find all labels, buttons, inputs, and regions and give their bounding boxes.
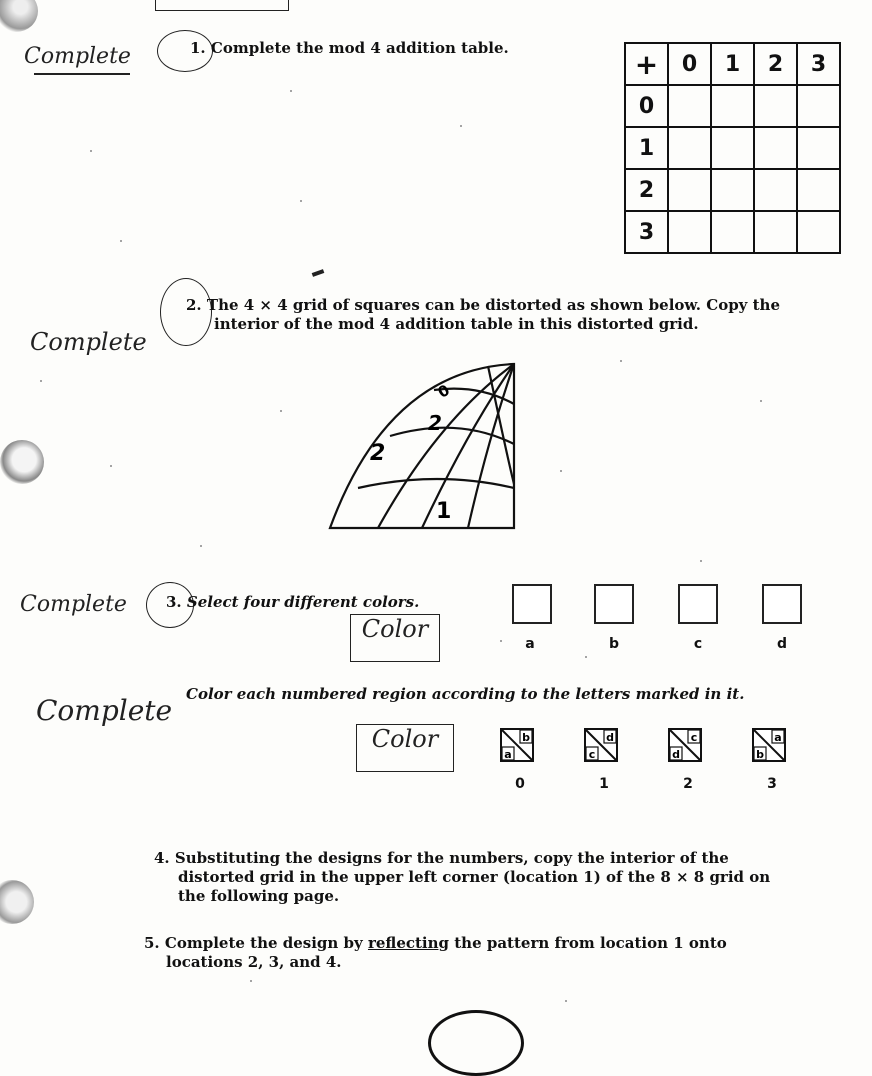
color-note-box-2: Color xyxy=(356,724,454,772)
table-row-header-1: 1 xyxy=(625,127,668,169)
grid-value: 2 xyxy=(428,411,442,435)
table-cell[interactable] xyxy=(797,85,840,127)
table-cell[interactable] xyxy=(668,211,711,253)
question-2-line2: interior of the mod 4 addition table in this distorted grid. xyxy=(214,315,699,333)
question-5-emphasis: reflecting xyxy=(367,934,450,952)
design-2-number: 2 xyxy=(683,776,693,792)
design-3 xyxy=(752,728,786,762)
question-1-number: 1. xyxy=(190,39,206,57)
design-0-upper: b xyxy=(522,731,530,744)
margin-note-underline-1 xyxy=(34,73,130,75)
question-5-number: 5. xyxy=(144,934,160,952)
table-header-1: 1 xyxy=(711,43,754,85)
design-3-lower: b xyxy=(756,748,764,761)
table-header-0: 0 xyxy=(668,43,711,85)
table-cell[interactable] xyxy=(754,85,797,127)
margin-note-complete-1: Complete xyxy=(24,44,131,69)
table-cell[interactable] xyxy=(668,85,711,127)
design-1-upper: d xyxy=(606,731,614,744)
table-cell[interactable] xyxy=(711,169,754,211)
design-1-number: 1 xyxy=(599,776,609,792)
design-3-upper: a xyxy=(774,731,782,744)
design-1 xyxy=(584,728,618,762)
top-box-fragment xyxy=(155,0,289,11)
table-header-2: 2 xyxy=(754,43,797,85)
table-cell[interactable] xyxy=(711,85,754,127)
margin-note-complete-4: Complete xyxy=(36,694,173,727)
distorted-grid xyxy=(318,360,528,536)
margin-note-complete-2: Complete xyxy=(30,328,147,356)
question-2-number: 2. xyxy=(186,296,202,314)
question-1 xyxy=(190,39,509,58)
question-4 xyxy=(154,849,854,906)
table-cell[interactable] xyxy=(668,127,711,169)
grid-value: 0 xyxy=(434,380,453,402)
color-swatch-d[interactable] xyxy=(762,584,802,624)
ink-mark xyxy=(312,269,325,277)
color-label-d: d xyxy=(776,636,788,652)
table-cell[interactable] xyxy=(797,169,840,211)
design-2-upper: c xyxy=(690,731,698,744)
table-cell[interactable] xyxy=(754,211,797,253)
design-0 xyxy=(500,728,534,762)
table-header-3: 3 xyxy=(797,43,840,85)
question-5 xyxy=(144,934,854,972)
table-cell[interactable] xyxy=(668,169,711,211)
question-2-line1: The 4 × 4 grid of squares can be distorted as shown below. Copy the xyxy=(206,296,780,314)
grid-value: 1 xyxy=(436,499,452,524)
question-2 xyxy=(186,296,780,315)
question-5-line1-post: the pattern from location 1 onto xyxy=(449,934,727,952)
table-row-header-2: 2 xyxy=(625,169,668,211)
question-5-line2: locations 2, 3, and 4. xyxy=(166,953,342,971)
color-swatch-b[interactable] xyxy=(594,584,634,624)
design-0-number: 0 xyxy=(515,776,525,792)
question-4-line3: the following page. xyxy=(178,887,340,905)
coloring-instruction: Color each numbered region according to the letters marked in it. xyxy=(186,685,745,703)
bottom-arc-fragment xyxy=(428,1010,524,1076)
color-swatch-c[interactable] xyxy=(678,584,718,624)
table-cell[interactable] xyxy=(754,127,797,169)
punch-hole-bottom xyxy=(0,880,34,924)
mod4-addition-table xyxy=(624,42,841,254)
color-swatch-a[interactable] xyxy=(512,584,552,624)
question-1-text: Complete the mod 4 addition table. xyxy=(210,39,509,57)
question-2-line2-wrap xyxy=(214,315,699,334)
question-3-text: Select four different colors. xyxy=(186,593,420,611)
table-cell[interactable] xyxy=(754,169,797,211)
table-cell[interactable] xyxy=(711,211,754,253)
color-label-b: b xyxy=(608,636,620,652)
design-0-lower: a xyxy=(504,748,512,761)
table-cell[interactable] xyxy=(711,127,754,169)
design-2 xyxy=(668,728,702,762)
question-3-number: 3. xyxy=(166,593,182,611)
margin-note-complete-3: Complete xyxy=(20,592,127,617)
table-cell[interactable] xyxy=(797,211,840,253)
table-corner: + xyxy=(625,43,668,85)
table-cell[interactable] xyxy=(797,127,840,169)
table-row-header-0: 0 xyxy=(625,85,668,127)
color-label-c: c xyxy=(693,636,703,652)
color-note-box-1: Color xyxy=(350,614,440,662)
question-4-line2: distorted grid in the upper left corner (location 1) of the 8 × 8 grid on xyxy=(178,868,771,886)
table-row-header-3: 3 xyxy=(625,211,668,253)
grid-value: 2 xyxy=(370,441,386,466)
design-2-lower: d xyxy=(672,748,680,761)
design-1-lower: c xyxy=(588,748,596,761)
question-4-number: 4. xyxy=(154,849,170,867)
punch-hole-middle xyxy=(0,440,44,484)
question-5-line1-pre: Complete the design by xyxy=(164,934,368,952)
design-3-number: 3 xyxy=(767,776,777,792)
question-3 xyxy=(166,593,419,612)
color-label-a: a xyxy=(525,636,535,652)
question-4-line1: Substituting the designs for the numbers, copy the interior of the xyxy=(174,849,729,867)
punch-hole-top xyxy=(0,0,38,32)
